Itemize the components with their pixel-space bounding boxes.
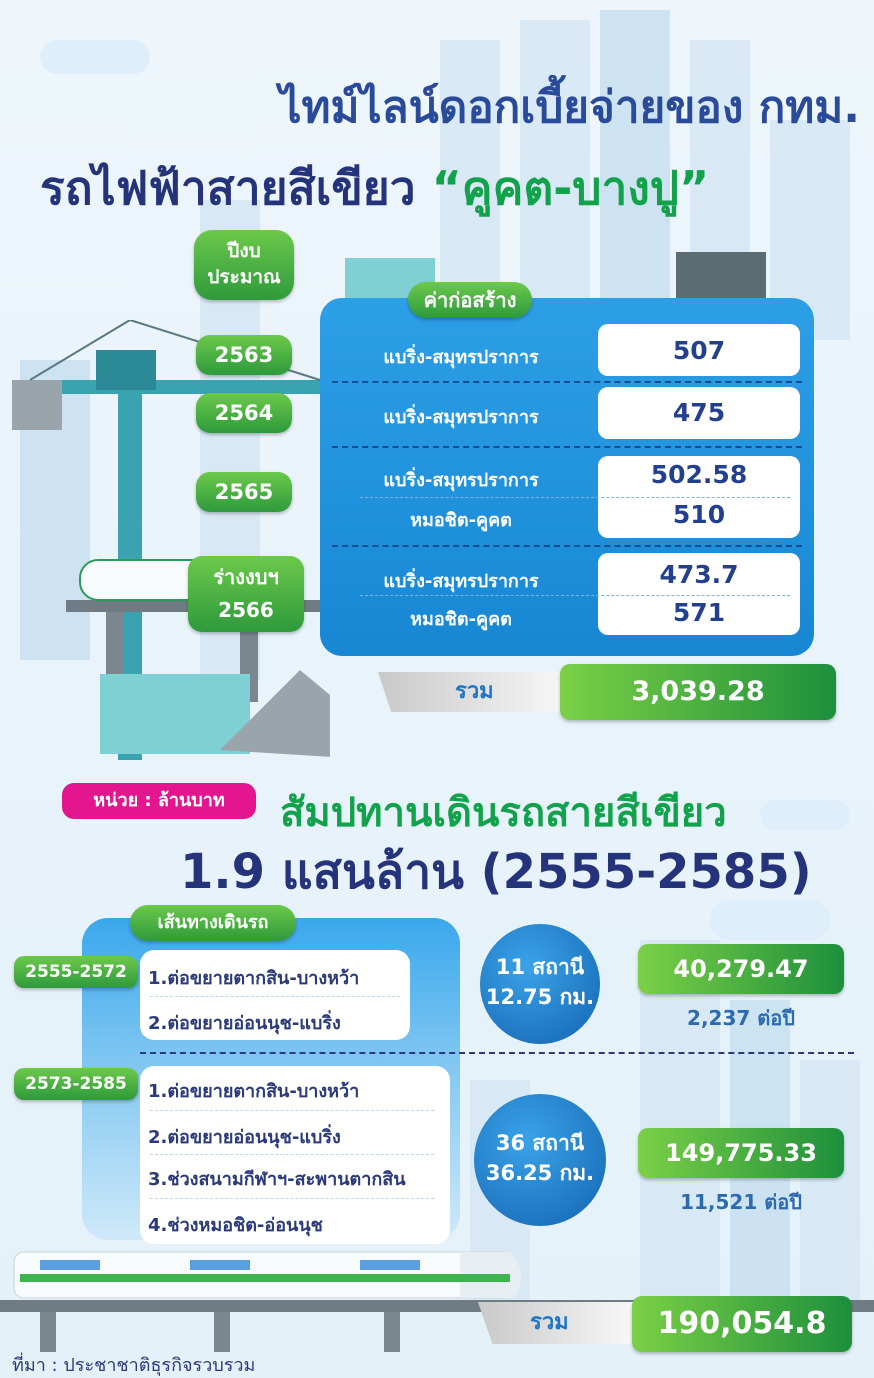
section-divider [140, 1052, 854, 1054]
route-label: แบริ่ง-สมุทรปราการ [383, 347, 539, 368]
cost-value: 502.58 [650, 460, 748, 489]
cost-label: ค่าก่อสร้าง [408, 282, 532, 318]
row-divider [332, 381, 802, 383]
route-item: 2.ต่อขยายอ่อนนุช-แบริ่ง [148, 1127, 341, 1148]
total-value: 3,039.28 [560, 664, 836, 720]
draft-budget-label: ร่างงบฯ [213, 565, 279, 589]
concession-title-1: สัมปทานเดินรถสายสีเขียว [280, 790, 727, 836]
stations-count: 11 สถานี [495, 955, 585, 979]
route-label: หมอชิต-คูคต [410, 510, 512, 531]
row-subdivider [360, 595, 790, 596]
year-badge-2565: 2565 [196, 472, 292, 512]
row-subdivider [360, 497, 790, 498]
route-item: 4.ช่วงหมอชิต-อ่อนนุช [148, 1215, 323, 1236]
year-badge-2564: 2564 [196, 393, 292, 433]
stations-count: 36 สถานี [495, 1131, 585, 1155]
concession-title-2: 1.9 แสนล้าน (2555-2585) [180, 844, 812, 900]
route-divider [150, 1154, 434, 1155]
route-item: 3.ช่วงสนามกีฬาฯ-สะพานตากสิน [148, 1169, 406, 1190]
route-divider [150, 1110, 434, 1111]
source-note: ที่มา : ประชาชาติธุรกิจรวบรวม [12, 1355, 256, 1376]
title-line-1: ไทม์ไลน์ดอกเบี้ยจ่ายของ กทม. [279, 82, 860, 133]
grand-total-label: รวม [530, 1310, 569, 1335]
route-label: หมอชิต-คูคต [410, 609, 512, 630]
cloud-decoration [760, 800, 850, 830]
unit-badge: หน่วย : ล้านบาท [62, 783, 256, 819]
draft-budget-badge [188, 556, 304, 632]
title-line-2-quote: “คูคต-บางปู” [431, 161, 710, 215]
route-item: 1.ต่อขยายตากสิน-บางหว้า [148, 968, 360, 989]
cost-value: 510 [672, 500, 726, 529]
route-divider [150, 1198, 434, 1199]
year-label-2566: 2566 [218, 598, 274, 622]
cost-value: 507 [672, 336, 726, 365]
row-divider [332, 446, 802, 448]
route-label: แบริ่ง-สมุทรปราการ [383, 470, 539, 491]
distance-km: 12.75 กม. [485, 985, 595, 1009]
year-badge-2563: 2563 [196, 335, 292, 375]
grand-total-value: 190,054.8 [632, 1296, 852, 1352]
route-label: แบริ่ง-สมุทรปราการ [383, 571, 539, 592]
route-label-badge: เส้นทางเดินรถ [130, 905, 296, 941]
total-label: รวม [455, 679, 494, 704]
cost-value: 571 [672, 598, 726, 627]
period-amount: 149,775.33 [638, 1128, 844, 1178]
crane-illustration [0, 320, 330, 780]
distance-km: 36.25 กม. [485, 1161, 595, 1185]
route-divider [150, 996, 400, 997]
per-year-amount: 2,237 ต่อปี [687, 1006, 795, 1030]
period-amount: 40,279.47 [638, 944, 844, 994]
title-line-2 [40, 152, 709, 225]
fiscal-year-header: ปีงบ ประมาณ [194, 230, 294, 300]
route-item: 1.ต่อขยายตากสิน-บางหว้า [148, 1081, 360, 1102]
row-divider [332, 545, 802, 547]
title-line-2-main: รถไฟฟ้าสายสีเขียว [40, 161, 416, 215]
cloud-decoration [40, 40, 150, 74]
stations-circle [480, 924, 600, 1044]
cost-value: 475 [672, 398, 726, 427]
period-badge: 2573-2585 [14, 1068, 138, 1100]
period-badge: 2555-2572 [14, 956, 138, 988]
route-item: 2.ต่อขยายอ่อนนุช-แบริ่ง [148, 1013, 341, 1034]
stations-circle [474, 1094, 606, 1226]
route-label: แบริ่ง-สมุทรปราการ [383, 407, 539, 428]
per-year-amount: 11,521 ต่อปี [680, 1190, 802, 1214]
cost-value: 473.7 [659, 560, 739, 589]
